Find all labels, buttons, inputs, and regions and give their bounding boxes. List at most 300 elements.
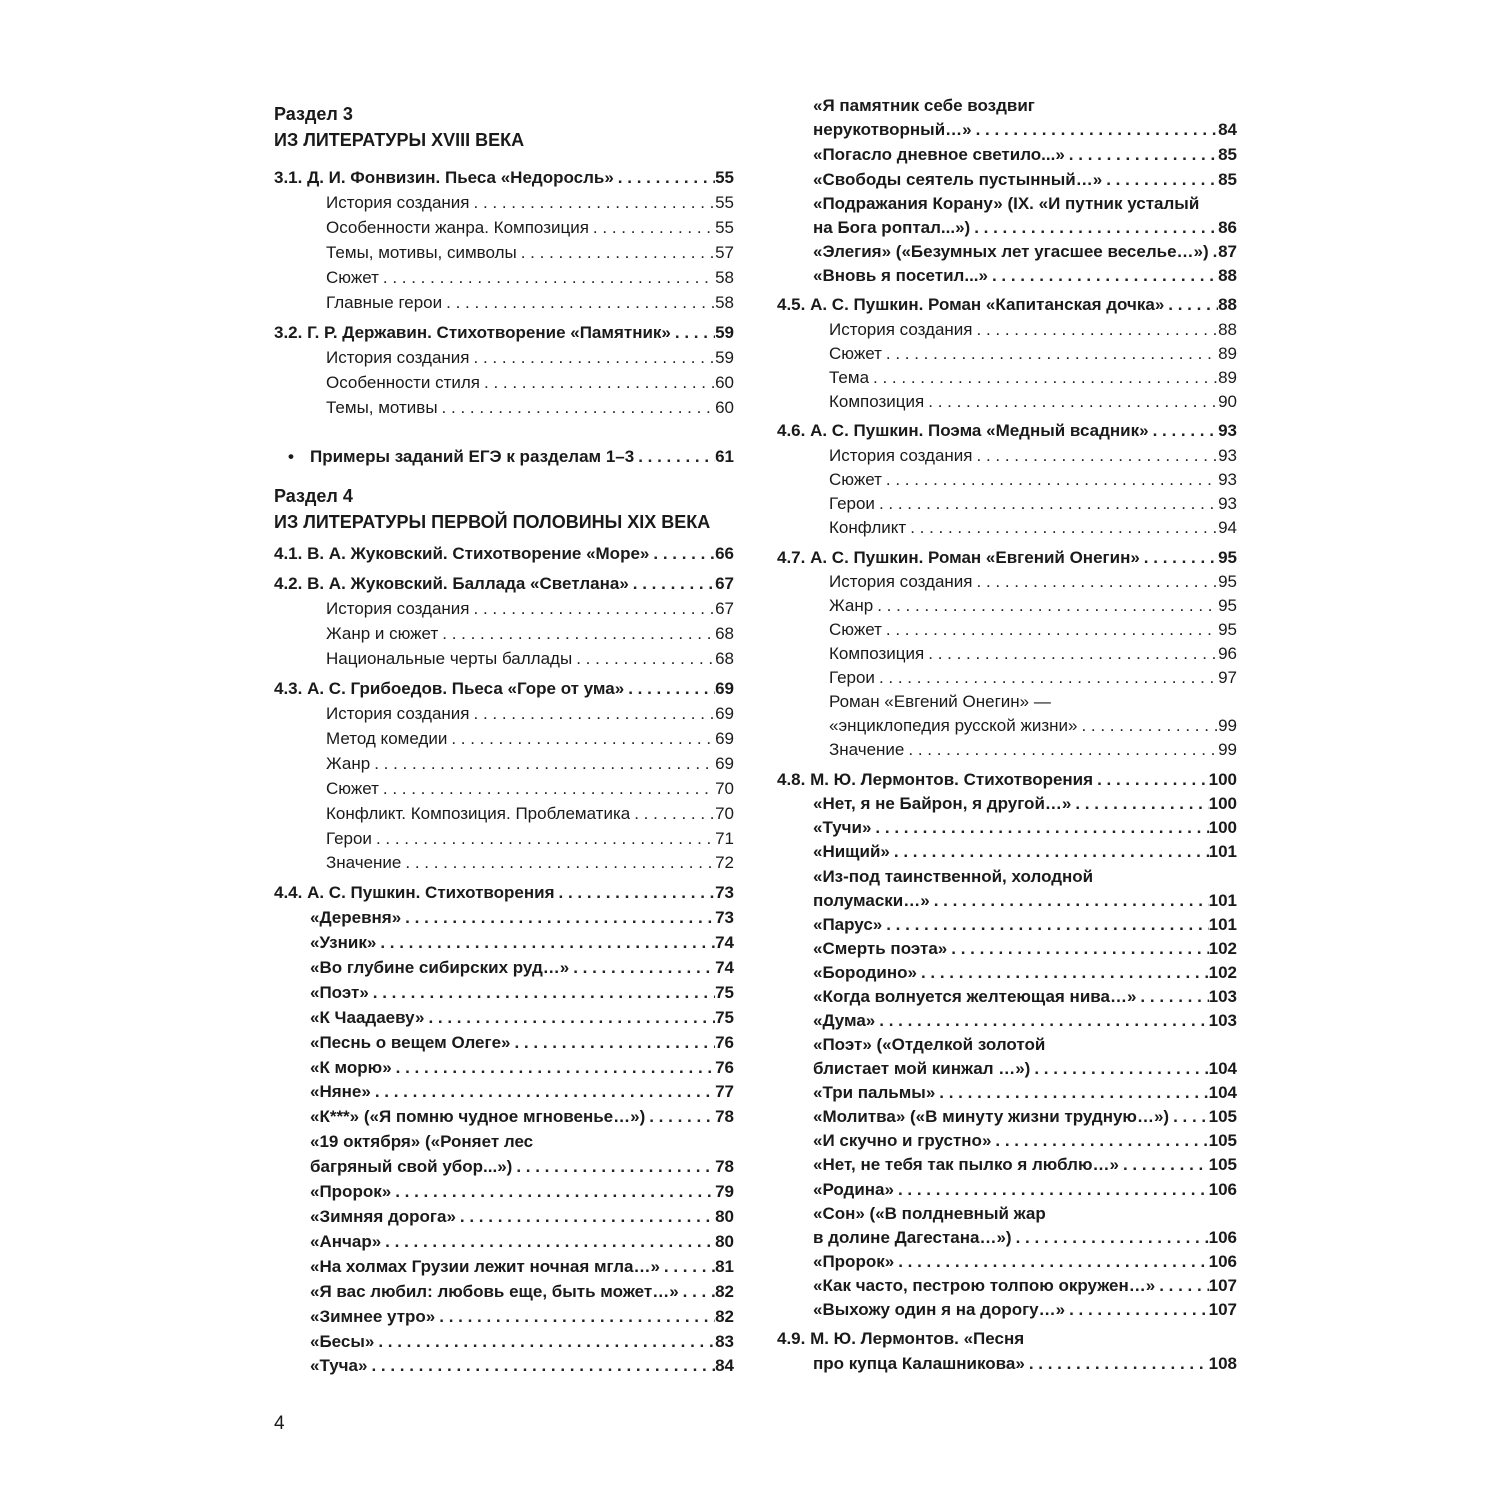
toc-subsection-entry <box>274 827 734 851</box>
toc-subsection-entry <box>777 444 1237 468</box>
toc-entry-title: «энциклопедия русской жизни» <box>829 716 1078 735</box>
toc-page-number: 106 <box>1208 1180 1237 1199</box>
toc-page-number: 95 <box>1218 596 1237 615</box>
toc-entry-title: 4.3. А. С. Грибоедов. Пьеса «Горе от ума» <box>274 679 625 698</box>
toc-entry-title: «Молитва» («В минуту жизни трудную…») <box>813 1107 1170 1126</box>
toc-entry-title: 4.6. А. С. Пушкин. Поэма «Медный всадник» <box>777 421 1149 440</box>
toc-entry-title: «Пророк» <box>310 1182 392 1201</box>
toc-page-number: 100 <box>1208 818 1237 837</box>
toc-entry-title: 4.2. В. А. Жуковский. Баллада «Светлана» <box>274 574 629 593</box>
toc-section-entry <box>777 768 1237 792</box>
toc-entry-title: «И скучно и грустно» <box>813 1131 992 1150</box>
toc-entry-title: «Как часто, пестрою толпою окружен…» <box>813 1276 1156 1295</box>
toc-page-number: 78 <box>715 1157 734 1176</box>
toc-entry-line <box>777 94 1237 118</box>
toc-subsection-entry <box>274 727 734 751</box>
toc-entry-title: в долине Дагестана…») <box>813 1228 1012 1247</box>
dot-leader <box>882 913 1208 937</box>
toc-poem-entry <box>274 1354 734 1378</box>
dot-leader <box>435 1305 715 1329</box>
toc-section-entry <box>274 166 734 190</box>
dot-leader <box>645 1105 715 1129</box>
dot-leader <box>930 889 1209 913</box>
toc-page-number: 71 <box>715 829 734 848</box>
dot-leader <box>470 597 716 621</box>
toc-page-number: 88 <box>1218 295 1237 314</box>
toc-page-number: 69 <box>715 754 734 773</box>
toc-entry-line <box>777 192 1237 216</box>
toc-bullet-entry <box>274 445 734 469</box>
toc-entry-title: про купца Калашникова» <box>813 1354 1025 1373</box>
toc-entry-title: «Пророк» <box>813 1252 895 1271</box>
toc-entry-title: История создания <box>829 446 973 465</box>
dot-leader <box>649 542 715 566</box>
toc-poem-entry <box>274 1330 734 1354</box>
toc-poem-entry <box>274 1080 734 1104</box>
toc-poem-entry <box>777 1226 1237 1250</box>
toc-page-number: 84 <box>1218 120 1237 139</box>
toc-entry-title: «Три пальмы» <box>813 1083 936 1102</box>
toc-entry-title: История создания <box>326 599 470 618</box>
dot-leader <box>906 516 1218 540</box>
toc-entry-title: 4.8. М. Ю. Лермонтов. Стихотворения <box>777 770 1094 789</box>
toc-subsection-entry <box>777 642 1237 666</box>
toc-page-number: 55 <box>715 168 734 187</box>
toc-entry-title: «Деревня» <box>310 908 402 927</box>
toc-entry-title: на Бога роптал...») <box>813 218 971 237</box>
toc-page-number: 70 <box>715 779 734 798</box>
toc-page-number: 67 <box>715 574 734 593</box>
dot-leader <box>555 881 716 905</box>
dot-leader <box>369 981 715 1005</box>
toc-entry-title: «Сон» («В полдневный жар <box>813 1204 1046 1223</box>
toc-page-number: 68 <box>715 649 734 668</box>
toc-page-number: 69 <box>715 679 734 698</box>
toc-entry-title: «На холмах Грузии лежит ночная мгла…» <box>310 1257 660 1276</box>
toc-subsection-entry <box>777 318 1237 342</box>
toc-entry-title: История создания <box>326 704 470 723</box>
toc-entry-title: «Туча» <box>310 1356 368 1375</box>
dot-leader <box>456 1205 715 1229</box>
toc-entry-title: История создания <box>326 193 470 212</box>
dot-leader <box>392 1056 715 1080</box>
toc-page-number: 76 <box>715 1058 734 1077</box>
toc-subsection-entry <box>777 342 1237 366</box>
toc-page-number: 86 <box>1218 218 1237 237</box>
toc-entry-title: «Нищий» <box>813 842 890 861</box>
toc-entry-title: Жанр <box>326 754 371 773</box>
toc-page-number: 88 <box>1218 266 1237 285</box>
dot-leader <box>517 241 715 265</box>
toc-entry-title: • Примеры заданий ЕГЭ к разделам 1–3 <box>310 447 635 466</box>
dot-leader <box>372 827 715 851</box>
toc-poem-entry <box>777 264 1237 288</box>
toc-page-number: 93 <box>1218 494 1237 513</box>
toc-page-number: 83 <box>715 1332 734 1351</box>
toc-page-number: 73 <box>715 908 734 927</box>
dot-leader <box>569 956 715 980</box>
toc-poem-entry <box>274 1180 734 1204</box>
dot-leader <box>890 840 1209 864</box>
toc-page-number: 95 <box>1218 548 1237 567</box>
toc-entry-title: «Выхожу один я на дорогу…» <box>813 1300 1066 1319</box>
toc-page-number: 60 <box>715 373 734 392</box>
toc-subsection-entry <box>777 468 1237 492</box>
toc-entry-title: 4.4. А. С. Пушкин. Стихотворения <box>274 883 555 902</box>
toc-page-number: 82 <box>715 1307 734 1326</box>
toc-entry-title: 4.5. А. С. Пушкин. Роман «Капитанская дочка» <box>777 295 1165 314</box>
toc-page-number: 80 <box>715 1207 734 1226</box>
dot-leader <box>882 618 1218 642</box>
toc-entry-title: История создания <box>829 572 973 591</box>
toc-subsection-entry <box>274 291 734 315</box>
toc-page-number: 55 <box>715 193 734 212</box>
toc-page-number: 103 <box>1208 987 1237 1006</box>
toc-subsection-entry <box>274 597 734 621</box>
toc-page-number: 75 <box>715 1008 734 1027</box>
toc-poem-entry <box>274 981 734 1005</box>
dot-leader <box>1093 768 1209 792</box>
toc-poem-entry <box>274 1155 734 1179</box>
toc-page-number: 59 <box>715 323 734 342</box>
toc-entry-title: «Дума» <box>813 1011 876 1030</box>
dot-leader <box>972 118 1218 142</box>
toc-poem-entry <box>777 1178 1237 1202</box>
dot-leader <box>424 1006 715 1030</box>
section-heading: ИЗ ЛИТЕРАТУРЫ ПЕРВОЙ ПОЛОВИНЫ XIX ВЕКА <box>274 512 711 532</box>
toc-page-number: 105 <box>1208 1107 1237 1126</box>
toc-entry-title: 4.1. В. А. Жуковский. Стихотворение «Море» <box>274 544 650 563</box>
toc-entry-title: «К Чаадаеву» <box>310 1008 425 1027</box>
toc-page-number: 97 <box>1218 668 1237 687</box>
toc-entry-title: Герои <box>829 494 875 513</box>
toc-page-number: 69 <box>715 704 734 723</box>
toc-entry-title: «К***» («Я помню чудное мгновенье…») <box>310 1107 646 1126</box>
toc-page-number: 80 <box>715 1232 734 1251</box>
toc-page-number: 101 <box>1208 891 1237 910</box>
toc-page-number: 93 <box>1218 446 1237 465</box>
dot-leader <box>1065 1298 1209 1322</box>
toc-poem-entry <box>777 1250 1237 1274</box>
toc-entry-title: Сюжет <box>326 779 379 798</box>
dot-leader <box>624 677 715 701</box>
toc-subsection-entry <box>777 492 1237 516</box>
toc-page-number: 88 <box>1218 320 1237 339</box>
dot-leader <box>894 1250 1208 1274</box>
toc-page-number: 72 <box>715 853 734 872</box>
dot-leader <box>470 346 716 370</box>
toc-page-number: 94 <box>1218 518 1237 537</box>
section-heading: Раздел 3 <box>274 104 353 124</box>
toc-page-number: 85 <box>1218 145 1237 164</box>
dot-leader <box>510 1031 715 1055</box>
toc-entry-title: Сюжет <box>326 268 379 287</box>
dot-leader <box>1209 240 1218 264</box>
toc-poem-entry <box>777 937 1237 961</box>
dot-leader <box>875 1009 1208 1033</box>
dot-leader <box>512 1155 715 1179</box>
toc-page-number: 105 <box>1208 1155 1237 1174</box>
toc-poem-entry <box>777 1274 1237 1298</box>
toc-page-number: 101 <box>1208 842 1237 861</box>
toc-poem-entry <box>777 1153 1237 1177</box>
dot-leader <box>1030 1057 1208 1081</box>
toc-entry-title: «Песнь о вещем Олеге» <box>310 1033 511 1052</box>
dot-leader <box>973 444 1219 468</box>
toc-page-number: 82 <box>715 1282 734 1301</box>
toc-entry-title: Особенности жанра. Композиция <box>326 218 589 237</box>
toc-entry-line <box>777 1327 1237 1351</box>
toc-page-number: 100 <box>1208 770 1237 789</box>
toc-page-number: 104 <box>1208 1059 1237 1078</box>
dot-leader <box>1071 792 1208 816</box>
toc-entry-title: «Няне» <box>310 1082 371 1101</box>
dot-leader <box>894 1178 1209 1202</box>
dot-leader <box>589 216 715 240</box>
toc-poem-entry <box>777 1057 1237 1081</box>
section-heading: ИЗ ЛИТЕРАТУРЫ XVIII ВЕКА <box>274 130 525 150</box>
toc-poem-entry <box>274 956 734 980</box>
dot-leader <box>376 931 715 955</box>
toc-subsection-entry <box>777 714 1237 738</box>
toc-page-number: 99 <box>1218 740 1237 759</box>
dot-leader <box>367 1354 715 1378</box>
toc-entry-title: нерукотворный…» <box>813 120 972 139</box>
toc-page-number: 55 <box>715 218 734 237</box>
dot-leader <box>988 264 1218 288</box>
toc-subsection-entry <box>274 191 734 215</box>
toc-page-number: 96 <box>1218 644 1237 663</box>
toc-page-number: 90 <box>1218 392 1237 411</box>
section-heading: Раздел 4 <box>274 486 353 506</box>
toc-page-number: 59 <box>715 348 734 367</box>
toc-entry-title: «Я памятник себе воздвиг <box>813 96 1035 115</box>
dot-leader <box>379 266 715 290</box>
dot-leader <box>374 1330 715 1354</box>
toc-section-entry <box>274 677 734 701</box>
toc-entry-title: багряный свой убор...») <box>310 1157 513 1176</box>
dot-leader <box>671 321 715 345</box>
toc-entry-title: 3.1. Д. И. Фонвизин. Пьеса «Недоросль» <box>274 168 614 187</box>
toc-entry-line <box>777 1033 1237 1057</box>
dot-leader <box>970 216 1218 240</box>
toc-subsection-entry <box>777 738 1237 762</box>
toc-entry-title: Тема <box>829 368 870 387</box>
toc-entry-line <box>777 865 1237 889</box>
toc-subsection-entry <box>274 241 734 265</box>
toc-page-number: 81 <box>715 1257 734 1276</box>
toc-page-number: 93 <box>1218 470 1237 489</box>
toc-page-number: 57 <box>715 243 734 262</box>
toc-poem-entry <box>777 840 1237 864</box>
toc-page-number: 67 <box>715 599 734 618</box>
toc-poem-entry <box>777 240 1237 264</box>
toc-poem-entry <box>274 1255 734 1279</box>
toc-entry-title: «Когда волнуется желтеющая нива…» <box>813 987 1137 1006</box>
toc-entry-title: Темы, мотивы <box>326 398 438 417</box>
toc-page-number: 58 <box>715 293 734 312</box>
dot-leader <box>1077 714 1218 738</box>
dot-leader <box>1136 985 1208 1009</box>
toc-poem-entry <box>777 913 1237 937</box>
toc-poem-entry <box>777 1298 1237 1322</box>
toc-entry-title: «Бородино» <box>813 963 917 982</box>
toc-subsection-entry <box>274 851 734 875</box>
dot-leader <box>629 572 715 596</box>
toc-page-number: 79 <box>715 1182 734 1201</box>
toc-entry-title: 4.9. М. Ю. Лермонтов. «Песня <box>777 1329 1025 1348</box>
toc-page-number: 100 <box>1208 794 1237 813</box>
toc-poem-entry <box>777 1009 1237 1033</box>
toc-subsection-entry <box>777 666 1237 690</box>
toc-entry-title: Роман «Евгений Онегин» — <box>829 692 1051 711</box>
toc-subsection-entry <box>274 777 734 801</box>
toc-entry-title: Особенности стиля <box>326 373 481 392</box>
toc-section-entry <box>274 881 734 905</box>
toc-entry-title: Сюжет <box>829 344 882 363</box>
toc-entry-title: «Из-под таинственной, холодной <box>813 867 1094 886</box>
toc-entry-title: «Смерть поэта» <box>813 939 948 958</box>
dot-leader <box>875 666 1218 690</box>
toc-subsection-entry <box>777 390 1237 414</box>
toc-subsection-entry <box>274 647 734 671</box>
toc-entry-title: «Вновь я посетил...» <box>813 266 988 285</box>
toc-page-number: 108 <box>1208 1354 1237 1373</box>
toc-page-number: 78 <box>715 1107 734 1126</box>
toc-poem-entry <box>777 816 1237 840</box>
dot-leader <box>991 1129 1208 1153</box>
toc-page-number: 104 <box>1208 1083 1237 1102</box>
toc-page-number: 95 <box>1218 572 1237 591</box>
toc-page-number: 107 <box>1208 1276 1237 1295</box>
dot-leader <box>1119 1153 1209 1177</box>
toc-entry-title: Композиция <box>829 644 925 663</box>
dot-leader <box>882 342 1218 366</box>
toc-poem-entry <box>777 216 1237 240</box>
dot-leader <box>379 777 715 801</box>
toc-poem-entry <box>777 961 1237 985</box>
toc-section-entry <box>274 572 734 596</box>
toc-page-number: 85 <box>1218 170 1237 189</box>
dot-leader <box>1140 546 1218 570</box>
toc-entry-title: «Анчар» <box>310 1232 382 1251</box>
toc-page-number: 102 <box>1208 939 1237 958</box>
dot-leader <box>924 390 1218 414</box>
dot-leader <box>873 594 1218 618</box>
toc-subsection-entry <box>274 702 734 726</box>
toc-page-number: 76 <box>715 1033 734 1052</box>
toc-page-number: 77 <box>715 1082 734 1101</box>
toc-poem-entry <box>777 118 1237 142</box>
toc-page-number: 66 <box>715 544 734 563</box>
toc-subsection-entry <box>777 570 1237 594</box>
dot-leader <box>973 570 1219 594</box>
toc-page-number: 74 <box>715 933 734 952</box>
dot-leader <box>572 647 715 671</box>
dot-leader <box>442 291 715 315</box>
toc-entry-title: «Нет, я не Байрон, я другой…» <box>813 794 1072 813</box>
toc-subsection-entry <box>274 752 734 776</box>
toc-poem-entry <box>274 1230 734 1254</box>
toc-entry-title: История создания <box>829 320 973 339</box>
toc-entry-title: «Узник» <box>310 933 377 952</box>
dot-leader <box>1012 1226 1209 1250</box>
dot-leader <box>1065 143 1218 167</box>
toc-page-number: 101 <box>1208 915 1237 934</box>
dot-leader <box>614 166 715 190</box>
toc-poem-entry <box>274 1280 734 1304</box>
toc-entry-title: Сюжет <box>829 470 882 489</box>
toc-section-entry <box>777 293 1237 317</box>
toc-section-entry <box>777 546 1237 570</box>
toc-poem-entry <box>274 1105 734 1129</box>
dot-leader <box>634 445 715 469</box>
toc-page-number: 99 <box>1218 716 1237 735</box>
toc-poem-entry <box>274 931 734 955</box>
dot-leader <box>630 802 715 826</box>
toc-subsection-entry <box>777 366 1237 390</box>
toc-poem-entry <box>274 906 734 930</box>
dot-leader <box>924 642 1218 666</box>
toc-entry-title: Главные герои <box>326 293 443 312</box>
dot-leader <box>904 738 1218 762</box>
toc-subsection-entry <box>274 802 734 826</box>
toc-entry-title: полумаски…» <box>813 891 930 910</box>
toc-subsection-entry <box>274 346 734 370</box>
toc-subsection-entry <box>274 396 734 420</box>
toc-entry-title: Герои <box>326 829 372 848</box>
dot-leader <box>1149 419 1219 443</box>
toc-page-number: 105 <box>1208 1131 1237 1150</box>
toc-entry-title: «Нет, не тебя так пылко я люблю…» <box>813 1155 1119 1174</box>
toc-entry-title: «Родина» <box>813 1180 894 1199</box>
toc-entry-title: «К морю» <box>310 1058 392 1077</box>
toc-entry-title: «Свободы сеятель пустынный…» <box>813 170 1103 189</box>
toc-page-number: 87 <box>1218 242 1237 261</box>
toc-entry-line <box>777 690 1237 714</box>
toc-page-number: 103 <box>1208 1011 1237 1030</box>
toc-subsection-entry <box>274 622 734 646</box>
toc-entry-title: «Парус» <box>813 915 883 934</box>
toc-subsection-entry <box>777 618 1237 642</box>
toc-entry-line <box>777 1202 1237 1226</box>
dot-leader <box>370 752 715 776</box>
toc-poem-entry <box>777 1129 1237 1153</box>
toc-poem-entry <box>777 1081 1237 1105</box>
dot-leader <box>480 371 715 395</box>
toc-entry-title: Жанр и сюжет <box>326 624 439 643</box>
dot-leader <box>973 318 1219 342</box>
dot-leader <box>935 1081 1208 1105</box>
toc-entry-title: Конфликт. Композиция. Проблематика <box>326 804 631 823</box>
dot-leader <box>871 816 1208 840</box>
toc-entry-title: Значение <box>326 853 402 872</box>
dot-leader <box>470 702 716 726</box>
dot-leader <box>1102 168 1218 192</box>
toc-poem-entry <box>777 1352 1237 1376</box>
toc-entry-title: «Поэт» <box>310 983 369 1002</box>
toc-poem-entry <box>274 1006 734 1030</box>
dot-leader <box>438 622 715 646</box>
dot-leader <box>882 468 1218 492</box>
toc-entry-title: Метод комедии <box>326 729 448 748</box>
toc-page-number: 61 <box>715 447 734 466</box>
toc-entry-title: «Зимняя дорога» <box>310 1207 456 1226</box>
toc-page-number: 95 <box>1218 620 1237 639</box>
toc-entry-title: «Поэт» («Отделкой золотой <box>813 1035 1046 1054</box>
toc-page-number: 89 <box>1218 368 1237 387</box>
toc-subsection-entry <box>777 516 1237 540</box>
